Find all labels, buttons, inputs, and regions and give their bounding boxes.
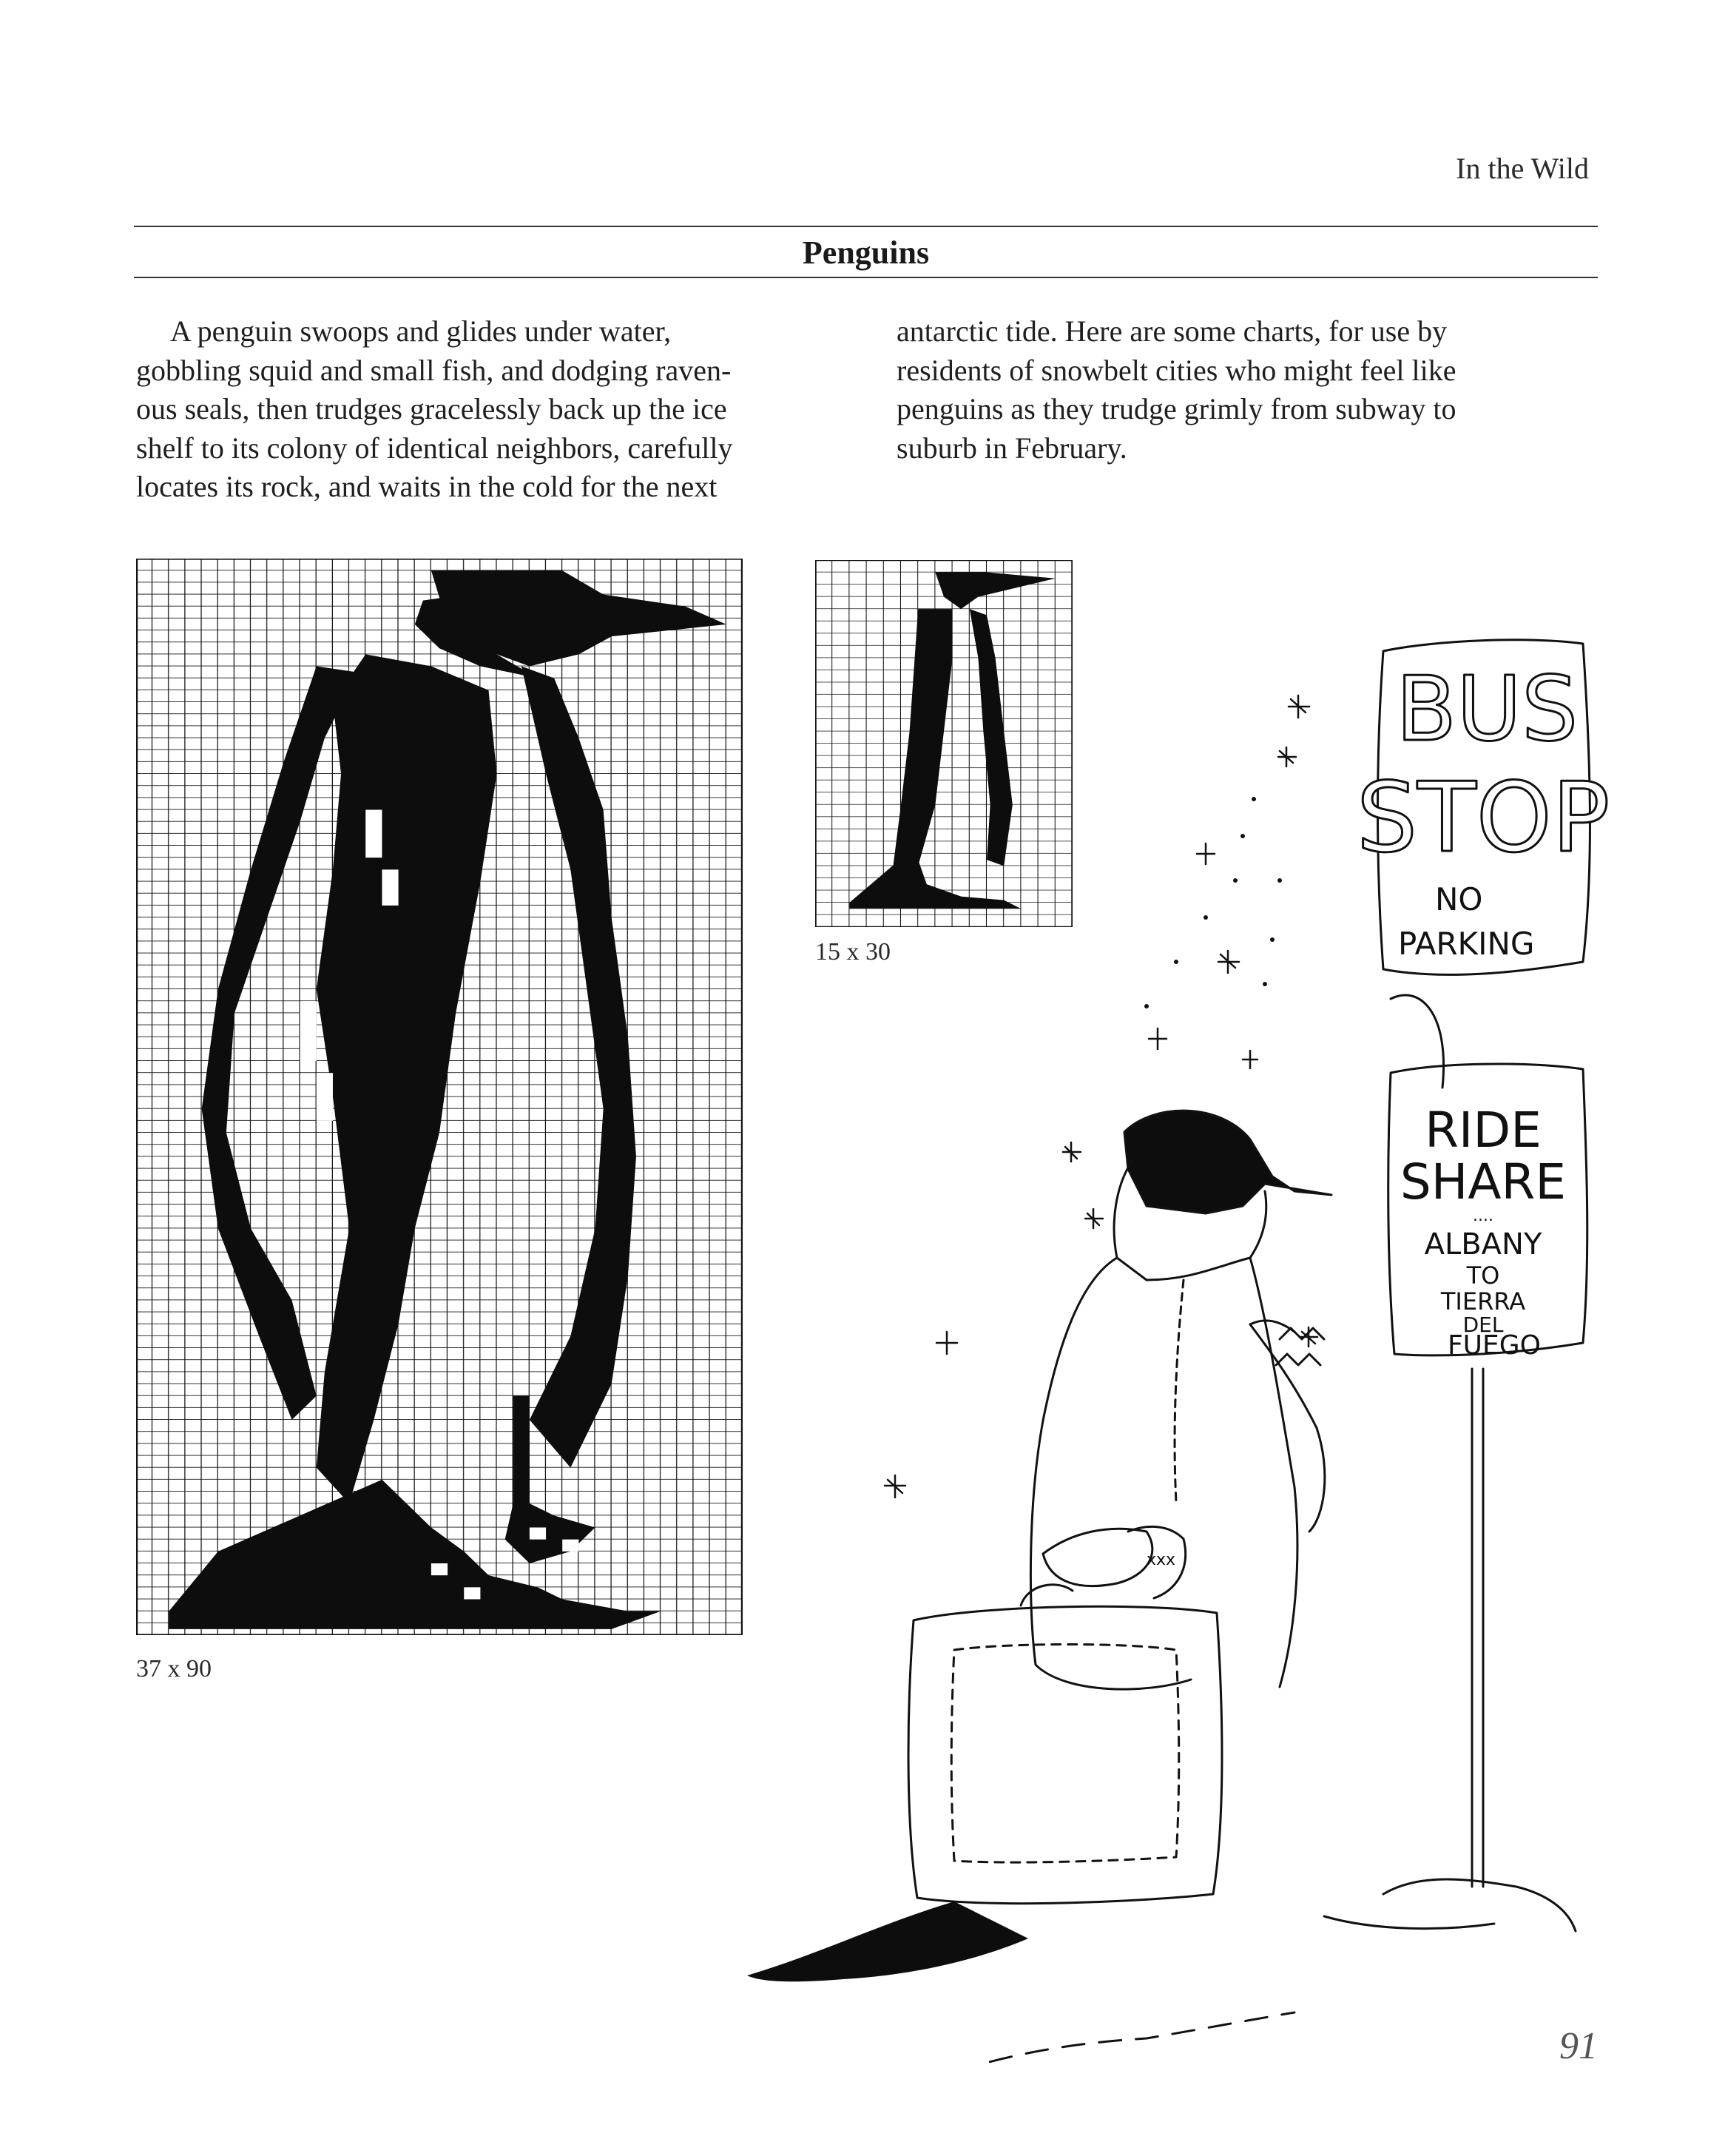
- title-rule-bottom: [134, 277, 1598, 278]
- body-line: ous seals, then trudges gracelessly back up the ice: [136, 392, 727, 425]
- snow-dots: [1144, 797, 1282, 1008]
- body-line: antarctic tide. Here are some charts, for use by: [897, 314, 1448, 348]
- title-rule-top: [134, 226, 1598, 227]
- ride-share-sign-line: TO: [1466, 1261, 1500, 1290]
- ride-share-sign-line: FUEGO: [1447, 1330, 1542, 1361]
- snowflakes: [885, 695, 1317, 1498]
- body-line: A penguin swoops and glides under water,: [170, 314, 672, 348]
- ride-share-sign-line: ALBANY: [1424, 1227, 1542, 1261]
- bus-stop-sign-line: PARKING: [1398, 926, 1535, 962]
- ride-share-sign-line: SHARE: [1400, 1153, 1567, 1210]
- body-column-left: [136, 312, 817, 507]
- ride-share-sign-line: RIDE: [1425, 1102, 1542, 1159]
- body-line: penguins as they trudge grimly from subway to: [897, 392, 1456, 425]
- body-column-right: [897, 312, 1577, 468]
- body-line: gobbling squid and small fish, and dodging raven-: [136, 353, 732, 387]
- ride-share-sign: [1388, 1064, 1587, 1361]
- bus-stop-sign-line: NO: [1435, 881, 1483, 917]
- chart-caption-large: 37 x 90: [136, 1655, 212, 1682]
- ride-share-sign-line: ....: [1473, 1207, 1493, 1225]
- running-head: In the Wild: [1456, 152, 1589, 185]
- sign-post: [1324, 1369, 1576, 1931]
- penguin-foot: [747, 1901, 1028, 1981]
- bus-stop-sign-line: STOP: [1356, 761, 1610, 874]
- body-line: suburb in February.: [897, 431, 1127, 465]
- traveller: [1030, 1111, 1331, 1689]
- ride-share-sign-line: DEL: [1462, 1313, 1504, 1337]
- suitcase-tag-text: xxx: [1147, 1551, 1176, 1569]
- suitcase: [908, 1585, 1222, 1904]
- body-line: locates its rock, and waits in the cold for the next: [136, 470, 718, 503]
- body-line: residents of snowbelt cities who might feel like: [897, 353, 1456, 387]
- ride-share-sign-line: TIERRA: [1440, 1287, 1526, 1316]
- page-number: 91: [1559, 2025, 1598, 2067]
- body-line: shelf to its colony of identical neighbors, carefully: [136, 431, 733, 465]
- bus-stop-sign: [1357, 640, 1610, 1088]
- chart-caption-small: 15 x 30: [815, 938, 891, 966]
- bus-stop-illustration: [732, 570, 1620, 2064]
- section-title: Penguins: [802, 235, 930, 271]
- bus-stop-sign-line: BUS: [1395, 658, 1579, 761]
- penguin-chart-large: [136, 559, 743, 1635]
